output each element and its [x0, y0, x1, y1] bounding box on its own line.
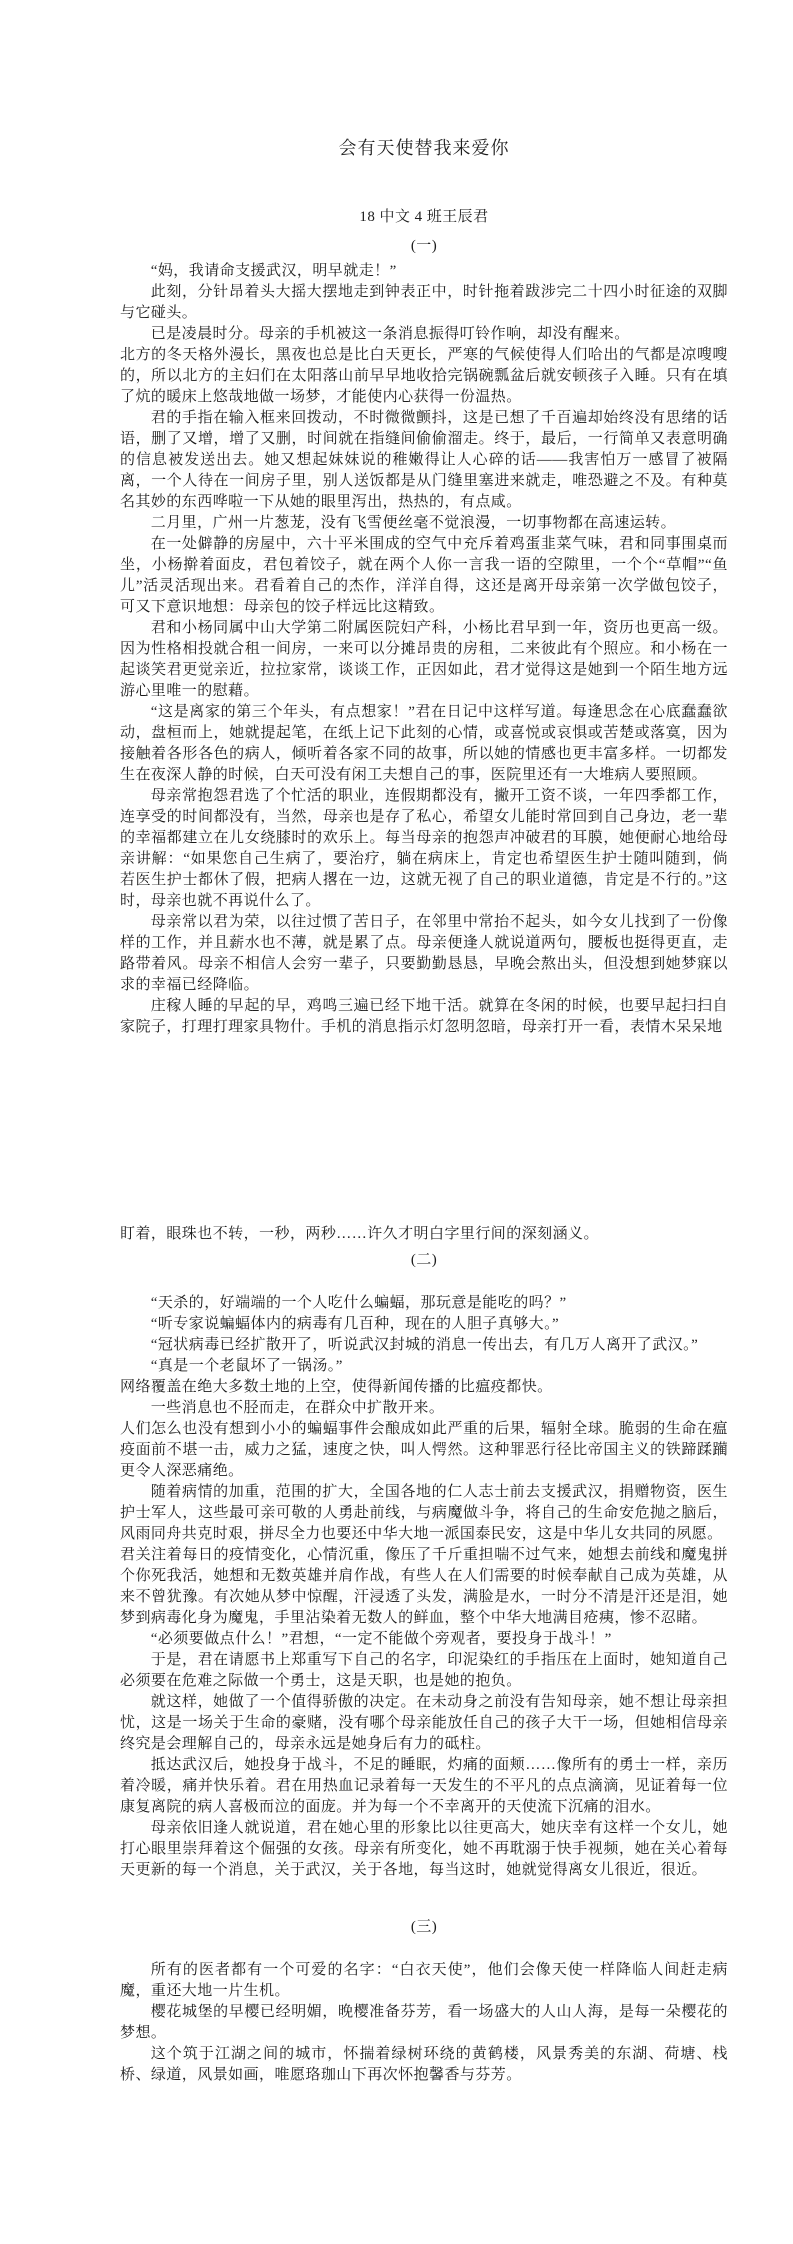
- paragraph: 随着病情的加重，范围的扩大，全国各地的仁人志士前去支援武汉，捐赠物资，医生护士军人，这些最可亲可敬的人勇赴前线，与病魔做斗争，将自己的生命安危抛之脑后，风雨同舟共克时艰，拼尽全力也要还中华大地一派国泰民安，这是中华儿女共同的夙愿。: [120, 1484, 728, 1542]
- paragraph: 在一处僻静的房屋中，六十平米围成的空气中充斥着鸡蛋韭菜气味，君和同事围桌而坐，小杨擀着面皮，君包着饺子，就在两个人你一言我一语的空隙里，一个个“草帽”“鱼儿”活灵活现出来。君看着自己的杰作，洋洋自得，这还是离开母亲第一次学做包饺子，可又下意识地想：母亲包的饺子样远比这精致。: [120, 536, 728, 615]
- section-heading: (二): [410, 1252, 438, 1268]
- paragraph: 君关注着每日的疫情变化，心情沉重，像压了千斤重担喘不过气来，她想去前线和魔鬼拼个你死我活，她想和无数英雄并肩作战，有些人在人们需要的时候奉献自己成为英雄，从来不曾犹豫。有次她从梦中惊醒，汗浸透了头发，满脸是水，一时分不清是汗还是泪，她梦到病毒化身为魔鬼，手里沾染着无数人的鲜血，整个中华大地满目疮痍，惨不忍睹。: [120, 1547, 728, 1626]
- paragraph: 二月里，广州一片葱茏，没有飞雪便丝毫不觉浪漫，一切事物都在高速运转。: [150, 515, 677, 531]
- paragraph: “冠状病毒已经扩散开了，听说武汉封城的消息一传出去，有几万人离开了武汉。”: [150, 1337, 699, 1353]
- paragraph: 母亲依旧逢人就说道，君在她心里的形象比以往更高大，她庆幸有这样一个女儿，她打心眼里崇拜着这个倔强的女孩。母亲有所变化，她不再耽溺于快手视频，她在关心着每天更新的每一个消息，关于武汉，关于各地，每当这时，她就觉得离女儿很近，很近。: [120, 1820, 728, 1878]
- paragraph: “天杀的，好端端的一个人吃什么蝙蝠，那玩意是能吃的吗？”: [150, 1295, 567, 1311]
- section-heading: (三): [410, 1919, 438, 1935]
- document-body: [120, 236, 728, 2086]
- paragraph: 庄稼人睡的早起的早，鸡鸣三遍已经下地干活。就算在冬闲的时候，也要早起扫扫自家院子，打理打理家具物什。手机的消息指示灯忽明忽暗，母亲打开一看，表情木呆呆地: [120, 998, 728, 1035]
- paragraph: “这是离家的第三个年头，有点想家！”君在日记中这样写道。每逢思念在心底蠢蠢欲动，盘桓而上，她就提起笔，在纸上记下此刻的心情，或喜悦或哀惧或苦楚或落寞，因为接触着各形各色的病人，倾听着各家不同的故事，所以她的情感也更丰富多样。一切都发生在夜深人静的时候，白天可没有闲工夫想自己的事，医院里还有一大堆病人要照顾。: [120, 704, 728, 783]
- paragraph: “真是一个老鼠坏了一锅汤。”: [150, 1358, 343, 1374]
- page-break-gap: [120, 1038, 728, 1224]
- paragraph: 已是凌晨时分。母亲的手机被这一条消息振得叮铃作响，却没有醒来。: [150, 326, 630, 342]
- paragraph: 一些消息也不胫而走，在群众中扩散开来。: [150, 1400, 445, 1416]
- paragraph: 网络覆盖在绝大多数土地的上空，使得新闻传播的比瘟疫都快。: [120, 1379, 553, 1395]
- paragraph: 人们怎么也没有想到小小的蝙蝠事件会酿成如此严重的后果，辐射全球。脆弱的生命在瘟疫面前不堪一击，威力之猛，速度之快，叫人愕然。这种罪恶行径比帝国主义的铁蹄蹂躏更令人深恶痛绝。: [120, 1421, 728, 1479]
- paragraph: 君的手指在输入框来回拨动，不时微微颤抖，这是已想了千百遍却始终没有思绪的话语，删了又增，增了又删，时间就在指缝间偷偷溜走。终于，最后，一行简单又表意明确的信息被发送出去。她又想起妹妹说的稚嫩得让人心碎的话——我害怕万一感冒了被隔离，一个人待在一间房子里，别人送饭都是从门缝里塞进来就走，唯恐避之不及。有种莫名其妙的东西哗啦一下从她的眼里泻出，热热的，有点咸。: [120, 410, 728, 510]
- paragraph: “听专家说蝙蝠体内的病毒有几百种，现在的人胆子真够大。”: [150, 1316, 560, 1332]
- paragraph: 君和小杨同属中山大学第二附属医院妇产科，小杨比君早到一年，资历也更高一级。因为性格相投就合租一间房，一来可以分摊昂贵的房租，二来彼此有个照应。和小杨在一起谈笑君更觉亲近，拉拉家常，谈谈工作，正因如此，君才觉得这是她到一个陌生地方远游心里唯一的慰藉。: [120, 620, 728, 699]
- paragraph: 母亲常抱怨君选了个忙活的职业，连假期都没有，撇开工资不谈，一年四季都工作，连享受的时间都没有，当然，母亲也是存了私心，希望女儿能时常回到自己身边，老一辈的幸福都建立在儿女绕膝时的欢乐上。每当母亲的抱怨声冲破君的耳膜，她便耐心地给母亲讲解：“如果您自己生病了，要治疗，躺在病床上，肯定也希望医生护士随叫随到，倘若医生护士都休了假，把病人撂在一边，这就无视了自己的职业道德，肯定是不行的。”这时，母亲也就不再说什么了。: [120, 788, 728, 909]
- paragraph: 此刻，分针昂着头大摇大摆地走到钟表正中，时针拖着跋涉完二十四小时征途的双脚与它碰头。: [120, 284, 728, 321]
- paragraph: 母亲常以君为荣，以往过惯了苦日子，在邻里中常抬不起头，如今女儿找到了一份像样的工作，并且薪水也不薄，就是累了点。母亲便逢人就说道两句，腰板也挺得更直，走路带着风。母亲不相信人会穷一辈子，只要勤勤恳恳，早晚会熬出头，但没想到她梦寐以求的幸福已经降临。: [120, 914, 728, 993]
- paragraph: 就这样，她做了一个值得骄傲的决定。在未动身之前没有告知母亲，她不想让母亲担忧，这是一场关于生命的豪赌，没有哪个母亲能放任自己的孩子大干一场，但她相信母亲终究是会理解自己的，母亲永远是她身后有力的砥柱。: [120, 1694, 728, 1752]
- paragraph: 樱花城堡的早樱已经明媚，晚樱准备芬芳，看一场盛大的人山人海，是每一朵樱花的梦想。: [120, 2004, 728, 2041]
- paragraph: 北方的冬天格外漫长，黑夜也总是比白天更长，严寒的气候使得人们哈出的气都是凉嗖嗖的，所以北方的主妇们在太阳落山前早早地收拾完锅碗瓢盆后就安顿孩子入睡。只有在填了炕的暖床上悠哉地做一场梦，才能使内心获得一份温热。: [120, 347, 728, 405]
- document-title: 会有天使替我来爱你: [338, 138, 510, 158]
- paragraph: 这个筑于江湖之间的城市，怀揣着绿树环绕的黄鹤楼，风景秀美的东湖、荷塘、栈桥、绿道，风景如画，唯愿珞珈山下再次怀抱馨香与芬芳。: [120, 2046, 728, 2083]
- paragraph: 盯着，眼珠也不转，一秒，两秒……许久才明白字里行间的深刻涵义。: [120, 1226, 599, 1242]
- paragraph: “妈，我请命支援武汉，明早就走！”: [150, 263, 397, 279]
- document-author: 18 中文 4 班王辰君: [359, 209, 489, 225]
- paragraph: “必须要做点什么！”君想，“一定不能做个旁观者，要投身于战斗！”: [150, 1631, 612, 1647]
- paragraph: 于是，君在请愿书上郑重写下自己的名字，印泥染红的手指压在上面时，她知道自己必须要在危难之际做一个勇士，这是天职，也是她的抱负。: [120, 1652, 728, 1689]
- paragraph: 抵达武汉后，她投身于战斗，不足的睡眠，灼痛的面颊……像所有的勇士一样，亲历着冷暖，痛并快乐着。君在用热血记录着每一天发生的不平凡的点点滴滴，见证着每一位康复离院的病人喜极而泣的面庞。并为每一个不幸离开的天使流下沉痛的泪水。: [120, 1757, 728, 1815]
- paragraph: 所有的医者都有一个可爱的名字：“白衣天使”，他们会像天使一样降临人间赶走病魔，重还大地一片生机。: [120, 1962, 728, 1999]
- section-heading: (一): [410, 238, 438, 254]
